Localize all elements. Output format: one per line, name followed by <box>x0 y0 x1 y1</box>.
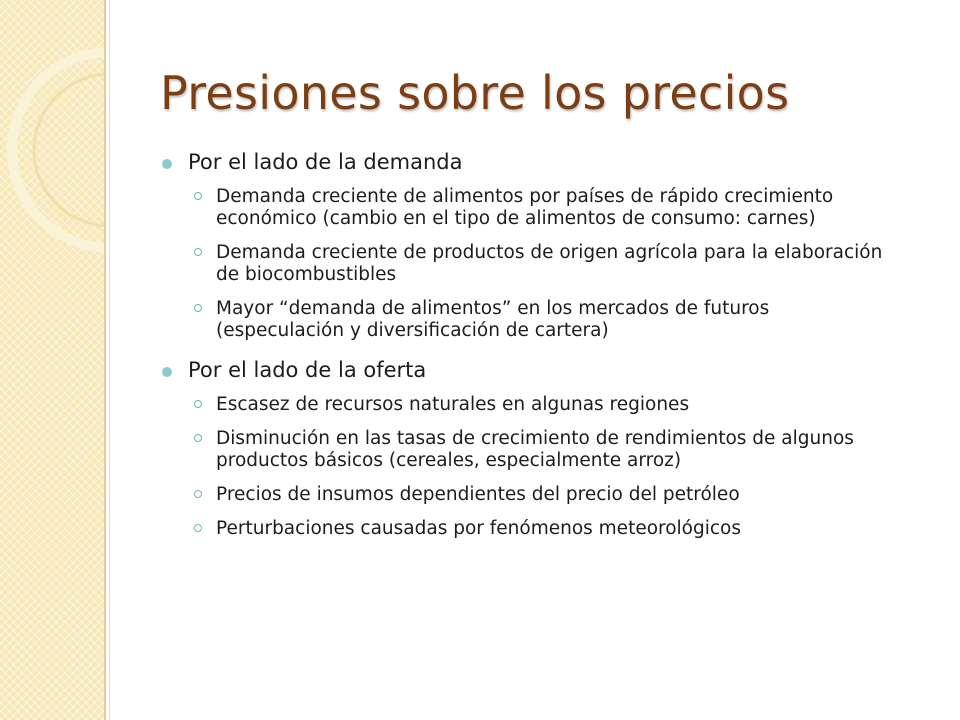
list-item <box>160 484 900 506</box>
list-item-text: Escasez de recursos naturales en algunas regiones <box>216 394 690 415</box>
sub-bullet-icon <box>194 248 202 256</box>
section-heading-label: Por el lado de la oferta <box>188 358 427 382</box>
list-item-text: Disminución en las tasas de crecimiento de rendimientos de algunos productos básicos (cereales, especialmente arroz) <box>216 428 854 471</box>
sub-bullet-icon <box>194 524 202 532</box>
list-item-text: Demanda creciente de alimentos por países de rápido crecimiento económico (cambio en el tipo de alimentos de consumo: carnes) <box>216 186 834 229</box>
list-item <box>160 186 900 230</box>
side-band-edge-inner <box>109 0 110 720</box>
section-heading-oferta <box>160 358 900 382</box>
sub-bullet-icon <box>194 304 202 312</box>
sub-bullet-icon <box>194 434 202 442</box>
list-item-text: Precios de insumos dependientes del precio del petróleo <box>216 484 740 505</box>
list-item <box>160 518 900 540</box>
decorative-circles <box>0 0 104 720</box>
list-item <box>160 298 900 342</box>
list-item-text: Demanda creciente de productos de origen agrícola para la elaboración de biocombustibles <box>216 242 883 285</box>
list-item-text: Perturbaciones causadas por fenómenos meteorológicos <box>216 518 742 539</box>
slide-title: Presiones sobre los precios <box>160 66 790 120</box>
list-item <box>160 242 900 286</box>
list-item <box>160 394 900 416</box>
bullet-icon <box>162 159 172 169</box>
list-item <box>160 428 900 472</box>
section-heading-label: Por el lado de la demanda <box>188 150 463 174</box>
decorative-side-band <box>0 0 104 720</box>
sub-bullet-icon <box>194 400 202 408</box>
slide-content <box>160 150 900 552</box>
side-band-edge <box>104 0 106 720</box>
section-heading-demanda <box>160 150 900 174</box>
bullet-icon <box>162 367 172 377</box>
sub-bullet-icon <box>194 490 202 498</box>
list-item-text: Mayor “demanda de alimentos” en los mercados de futuros (especulación y diversificación de cartera) <box>216 298 770 341</box>
sub-bullet-icon <box>194 192 202 200</box>
